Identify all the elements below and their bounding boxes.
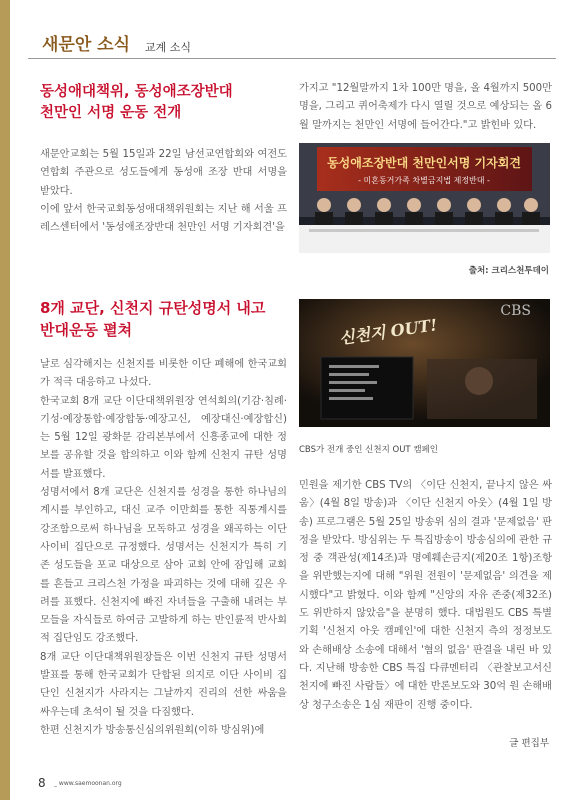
photo-banner-title: 동성애조장반대 천만인서명 기자회견 (327, 156, 521, 170)
article2-headline (40, 297, 285, 341)
article2-paragraph: 성명서에서 8개 교단은 신천지를 성경을 통한 하나님의 계시를 부인하고, 대신 교주 이만희를 통한 직통계시를 강조함으로써 하나님을 모독하고 성경을 왜곡하는 이단 사이비 집단으로 규정했다. 성명서는 신천지가 특히 기존 성도들을 포교 대상으로 삼아 교회 안에 잠입해 교회를 흔들고 크리스천 가정을 파괴하는 것에 대해 깊은 우려를 표했다. 신천지에 빠진 자녀들을 구출해 내려는 부모들을 자식들로 하여금 고발하게 하는 반인륜적 반사회적 집단임도 강조했다. (40, 487, 287, 645)
page-number: 8 (38, 776, 46, 790)
photo-banner-subtitle: - 미혼동거가족 차별금지법 제정반대 - (358, 176, 490, 185)
side-accent-bar (0, 0, 10, 800)
article1-paragraph-cont: 가지고 "12월말까지 1차 100만 명을, 올 4월까지 500만 명을, 그리고 퀴어축제가 다시 열릴 것으로 예상되는 올 6월 말까지는 천만인 서명에 들어간다."고 밝힌바 있다. (299, 83, 552, 131)
article2-paragraph: 날로 심각해지는 신천지를 비롯한 이단 폐해에 한국교회가 적극 대응하고 나섰다. (40, 359, 287, 389)
article2-paragraph-lead: 한편 신천지가 방송통신심의위원회(이하 방심위)에 (40, 724, 265, 736)
article1-headline-line2: 천만인 서명 운동 전개 (40, 105, 182, 121)
photo1-caption: 출처: 크리스천투데이 (468, 266, 549, 276)
section-title: 새문안 소식 (42, 35, 131, 55)
article2-body-col1 (40, 356, 287, 740)
press-conference-photo (299, 143, 550, 253)
cbs-campaign-illustration (299, 299, 550, 427)
article2-headline-line1: 8개 교단, 신천지 규탄성명서 내고 (40, 299, 266, 317)
article1-paragraph: 새문안교회는 5월 15일과 22일 남선교연합회와 여전도연합회 주관으로 성도들에게 동성애 조장 반대 서명을 받았다. (40, 149, 287, 197)
header-divider (28, 58, 556, 59)
section-subtitle: 교계 소식 (145, 41, 192, 54)
cbs-campaign-photo (299, 299, 550, 427)
article1-paragraph-lead: 이에 앞서 한국교회동성애대책위원회는 지난 해 서울 프레스센터에서 '동성애조장반대 천만인 서명 기자회견'을 (40, 203, 287, 234)
photo2-caption: CBS가 전개 중인 신천지 OUT 캠페인 (299, 445, 438, 455)
article1-headline-line1: 동성애대책위, 동성애조장반대 (40, 84, 233, 100)
article1-body-col2 (299, 80, 552, 135)
campaign-title: 신천지 OUT! (338, 315, 439, 348)
article2-paragraph-cont: 민원을 제기한 CBS TV의 〈이단 신천지, 끝나지 않은 싸움〉(4월 8일 방송)과 〈이단 신천지 아웃〉(4월 1일 방송) 프로그램은 5월 25일 방송위 심의 결과 '문제없음' 판정을 받았다. 방심위는 두 특집방송이 방송심의에 관한 규정 중 객관성(제14조)과 명예훼손금지(제20조 1항)조항을 위반했는지에 대해 "위원 전원이 '문제없음' 의견을 제시했다"고 밝혔다. 이와 함께 "신앙의 자유 존중(제32조)도 위반하지 않았음"을 분명히 했다. 대법원도 CBS 특별기획 '신천지 아웃 캠페인'에 대한 신천지 측의 정정보도와 손해배상 소송에 대해서 '혐의 없음' 판결을 내린 바 있다. 지난해 방송한 CBS 특집 다큐멘터리 〈관찰보고서신천지에 빠진 사람들〉에 대한 반론보도와 30억 원 손해배상 청구소송은 1심 재판이 진행 중이다. (299, 480, 552, 711)
article2-body-col2 (299, 477, 552, 715)
byline: 글 편집부 (509, 738, 549, 749)
article1-headline (40, 82, 285, 124)
press-conference-illustration (299, 143, 550, 253)
footer-url: _ www.saemoonan.org (54, 780, 122, 787)
cbs-logo-text: CBS (500, 303, 531, 319)
article2-headline-line2: 반대운동 펼쳐 (40, 321, 133, 339)
article2-paragraph: 한국교회 8개 교단 이단대책위원장 연석회의(기감·침례·기성·예장통합·예장합동·예장고신, 예장대신·예장합신)는 5월 12일 광화문 감리본부에서 신흥종교에 대한 정보를 공유할 것을 합의하고 이와 함께 신천지 규탄 성명서를 발표했다. (40, 395, 287, 480)
article2-paragraph: 8개 교단 이단대책위원장들은 이번 신천지 규탄 성명서 발표를 통해 한국교회가 단합된 의지로 이단 사이비 집단인 신천지가 사라지는 그날까지 진리의 선한 싸움을 싸우는데 초석이 될 것을 다짐했다. (40, 651, 287, 718)
article1-body-col1 (40, 146, 287, 237)
